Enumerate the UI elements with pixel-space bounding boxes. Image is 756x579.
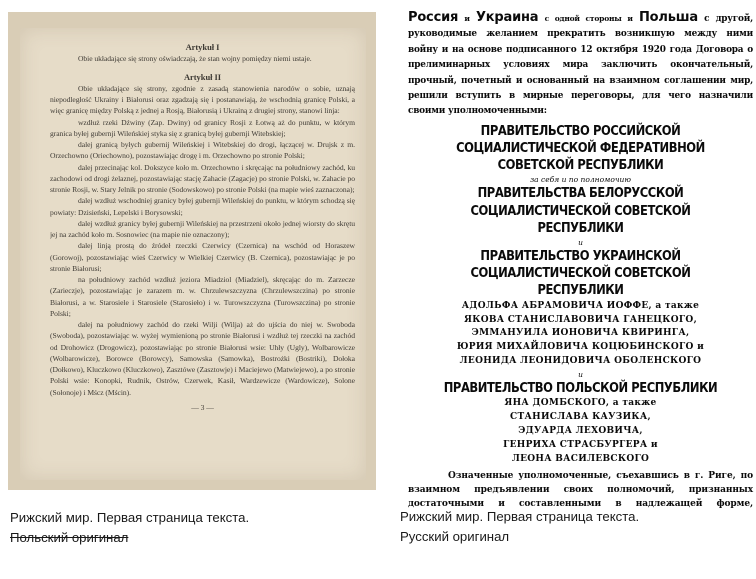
page-number: — 3 — [191,402,214,412]
article-2-paragraph: dalej przecinając kol. Dokszyce koło m. Orzechowno i skręcając na południowy zachód, ku zachodowi od drogi żelaznej, pozostawiając stację Zahacie (Zagacje) po stronie Polski, w. Zahacie po stronie Rosji, w. Stary Jelnik po stronie (Sodowskowo) po stronie Polski (na mapie wieś zaznaczona); [50,162,355,194]
delegate-name: ЯКОВА СТАНИСЛАВОВИЧА ГАНЕЦКОГО, [463,314,698,325]
gov-bssr-line: ПРАВИТЕЛЬСТВА БЕЛОРУССКОЙ [477,186,684,202]
delegate-name: ГЕНРИХА СТРАСБУРГЕРА и [503,440,658,451]
conjunction-and: и [578,238,583,248]
caption-subtitle: Русский оригинал [400,529,510,544]
delegate-name: ЯНА ДОМБСКОГО, а также [504,398,657,409]
gov-rsfsr-line: ПРАВИТЕЛЬСТВО РОССИЙСКОЙ [480,123,681,139]
gov-ussr-line: СОЦИАЛИСТИЧЕСКОЙ СОВЕТСКОЙ РЕСПУБЛИКИ [470,266,691,299]
delegate-name: ЭДУАРДА ЛЕХОВИЧА, [518,426,643,437]
delegate-name: ЭММАНУИЛА ИОНОВИЧА КВИРИНГА, [471,328,690,339]
article-2-paragraph: dalej na południowy zachód do rzeki Wilji (Wilja) aż do ujścia do niej w. Swoboda (Swoboda), pozostawiając w. wyżej wymienioną po stronie Białorusi i wzdłuż tej rzeczki na zachód od Drohowicz (Drogowicz), pozostawiając po stronie Białorusi wsie: Uhły (Ugly), Wolbarowicze (Wolbarowicze), Borowce (Borowcy), Samowska (Samowka), Bostrożki (Bostriki), Dołoka (Dołkowo), Kluczkowo (Kluczkowo), Zasztówe (Zasztowje) i Maciejewo (Matwiejewo), a po stronie Polski wsie: Konopki, Rudnik, Ostrów, Czerwek, Kasił, Wardzewicze (Wardowicze), Solone (Sołonoje) i Mścz (Mścin). [50,320,355,397]
article-2-paragraph: na południowy zachód wzdłuż jeziora Miadziol (Miadziel), skręcając do m. Zarzecze (Zarieczje), pozostawiając je zarazem m. w. Chrzulewszczyzna (Chrzulewszczina) po stronie Białorusi, a w. Starosiele i Starosiele (Starosieło) i w. Turowszczyzna (Turowszczina) po stronie Polski; [50,275,355,318]
russian-caption [400,507,639,547]
delegate-name: ЛЕОНИДА ЛЕОНИДОВИЧА ОБОЛЕНСКОГО [459,356,702,367]
caption-title: Рижский мир. Первая страница текста. [10,510,250,525]
article-2-paragraph: dalej wzdłuż granicy byłej gubernji Wileńskiej na przestrzeni około jednej wiorsty do skrętu jej na zachód koło m. Sosnowiec (na mapie nie oznaczony); [50,218,355,239]
word-one-side: с одной стороны и [544,14,633,23]
delegate-name: АДОЛЬФА АБРАМОВИЧА ИОФФЕ, а также [461,300,700,311]
opening-paragraph [408,10,753,120]
caption-subtitle: Польский оригинал [10,530,129,545]
caption-title: Рижский мир. Первая страница текста. [400,509,640,524]
article-2-paragraph: wzdłuż rzeki Dźwiny (Zap. Dwiny) od granicy Rosji z Łotwą aż do punktu, w którym granica byłej gubernji Wileńskiej styka się z granicą byłej gubernji Witebskiej; [50,117,355,138]
opening-rest: с другой, руководимые желанием прекратить возникшую между ними войну и на основе подписанного 12 октября 1920 года Договора о прелиминарных условиях мира заключить окончательный, прочный, почетный и основанный на взаимном соглашении мир, решили вступить в мирные переговоры, для чего назначили своими уполномоченными: [408,14,754,117]
closing-paragraph: Означенные уполномоченные, съехавшись в г. Риге, по взаимном предъявлении своих полномочий, признанных достаточными и составленными в надлежащей форме, [408,470,753,509]
polish-original-page-image [8,12,376,490]
polish-page-text [50,42,355,482]
gov-ussr-line: ПРАВИТЕЛЬСТВО УКРАИНСКОЙ [480,249,681,265]
article-2-heading: Artykuł II [183,71,222,82]
delegate-name: ЮРИЯ МИХАЙЛОВИЧА КОЦЮБИНСКОГО и [456,342,705,353]
article-2-paragraph: Obie układające się strony, zgodnie z zasadą stanowienia narodów o sobie, uznają niepodległość Ukrainy i Białorusi oraz zgadzają się i postanawiają, że wschodnią granicę Polski, a więc granicę między Polską z jednej a Rosją, Białorusią i Ukrainą z drugiej strony, stanowi linja: [50,83,355,116]
word-ukraine: Украина [475,10,539,25]
gov-poland-line: ПРАВИТЕЛЬСТВО ПОЛЬСКОЙ РЕСПУБЛИКИ [443,381,718,397]
for-itself-note: за себя и по полномочию [530,175,631,185]
article-2-paragraph: dalej granicą byłych gubernij Wileńskiej i Witebskiej do drogi, łączącej w. Drujsk z m. Orzechowno (Oriechowno), pozostawiając drogę i m. Orzechowno po stronie Polski; [50,140,355,161]
word-and: и [464,14,470,23]
gov-bssr-line: СОЦИАЛИСТИЧЕСКОЙ СОВЕТСКОЙ РЕСПУБЛИКИ [470,203,691,236]
word-poland: Польша [638,10,698,25]
delegate-name: ЛЕОНА ВАСИЛЕВСКОГО [511,454,650,465]
russian-original-page-image [398,2,756,510]
conjunction-and: и [578,370,583,380]
gov-rsfsr-line: СОЦИАЛИСТИЧЕСКОЙ ФЕДЕРАТИВНОЙ [456,141,705,157]
article-2-paragraph: dalej linją prostą do źródeł rzeczki Czerwicy (Czernica) na wschód od Horaszew (Gorowoj), pozostawiając wieś Czerwicy w Wielkiej Czerwicy (B. Czernica), pozostawiając je po stronie Białorusi; [50,241,355,273]
delegate-name: СТАНИСЛАВА КАУЗИКА, [510,412,651,423]
article-1-text: Obie układające się strony oświadczają, że stan wojny pomiędzy niemi ustaje. [78,54,312,64]
word-russia: Россия [408,10,459,25]
polish-caption [10,508,249,548]
article-2-paragraph: dalej wzdłuż wschodniej granicy byłej gubernji Wileńskiej do punktu, w którym schodzą się powiaty: Dzisieński, Lepelski i Borysowski; [50,196,355,217]
russian-page-text [408,10,753,510]
gov-rsfsr-line: СОВЕТСКОЙ РЕСПУБЛИКИ [497,158,664,174]
article-1-heading: Artykuł I [185,42,220,52]
